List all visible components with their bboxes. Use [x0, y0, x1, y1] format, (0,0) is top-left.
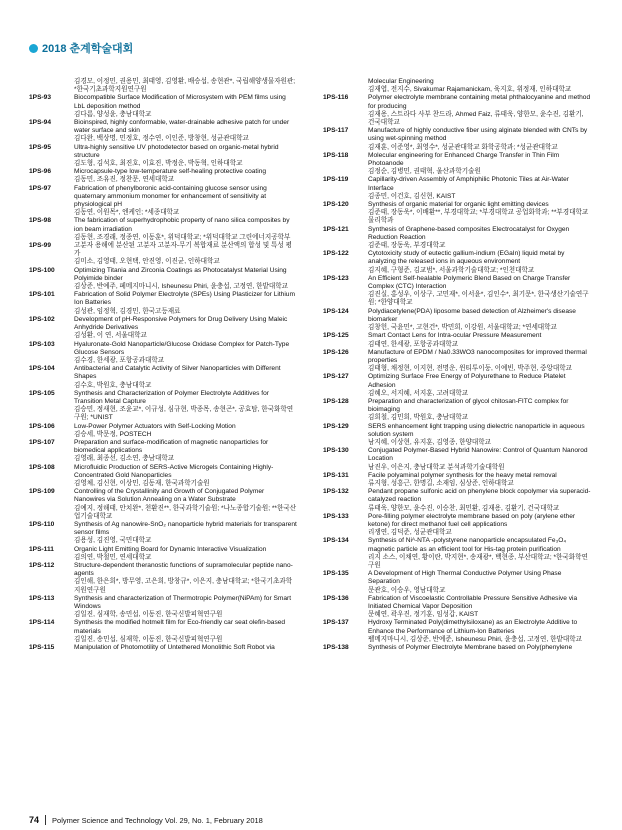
poster-title: Conjugated Polymer-Based Hybrid Nanowire: Control of Quantum Nanorod Location — [368, 447, 588, 463]
poster-entry — [29, 562, 297, 595]
entry-body — [368, 644, 591, 652]
entry-body — [368, 332, 591, 348]
poster-authors: 김지혜, 구형준, 김교범*, 서울과학기술대학교; *인천대학교 — [368, 266, 535, 274]
poster-authors: 김진실, 홍성우, 이상구, 고민재*, 이서윤*, 김인수*, 최기문*, 한국생산기술연구원; *한양대학교 — [368, 291, 589, 307]
entry-body — [74, 119, 297, 144]
entry-body — [368, 78, 591, 94]
poster-authors: 김영래, 최종선, 김소연, 충남대학교 — [74, 455, 175, 463]
poster-title: Optimizing Titania and Zirconia Coatings as Photocatalyst Material Using Polyimide binder — [74, 266, 287, 282]
poster-entry — [29, 464, 297, 489]
poster-entry — [29, 365, 297, 390]
poster-title: Antibacterial and Catalytic Activity of Silver Nanoparticles with Different Shapes — [74, 365, 281, 381]
entry-body — [368, 349, 591, 374]
poster-id: 1PS-125 — [323, 332, 349, 340]
entry-body — [368, 537, 591, 570]
poster-title: Bioinspired, highly conformable, water-drainable adhesive patch for under water surface and skin — [74, 119, 290, 135]
poster-authors: 김인해, 한은희*, 방무영, 고은희, 방창규*, 이은지, 충남대학교; *한국기초과학지원연구원 — [74, 578, 293, 594]
poster-entry — [323, 127, 591, 152]
entry-body — [74, 365, 297, 390]
poster-authors: 펠메지마니시, 김상준, 반예준, Isheunesu Phiri, 윤충섭, 고정연, 한밭대학교 — [368, 635, 582, 643]
poster-title: Polymer electrolyte membrane containing metal phthalocyanine and method for producing — [368, 94, 591, 110]
poster-authors: 김태연, 한세광, 포항공과대학교 — [368, 340, 459, 348]
poster-title: Synthesis of organic material for organic light emitting devices — [368, 201, 549, 209]
poster-id: 1PS-137 — [323, 619, 349, 627]
poster-authors: 김경모, 이정민, 권용민, 최태영, 김영환, 배승섭, 송현관*, 국립해양생물자원관; *한국기초과학지원연구원 — [74, 78, 296, 94]
poster-title: Pore-filling polymer electrolyte membrane based on poly (arylene ether ketone) for direct methanol fuel cell applications — [368, 512, 576, 528]
poster-id: 1PS-107 — [29, 438, 55, 446]
entry-body — [74, 168, 297, 184]
poster-id: 1PS-101 — [29, 291, 55, 299]
entry-body — [368, 488, 591, 513]
entry-body — [368, 94, 591, 127]
poster-entry — [323, 308, 591, 333]
poster-authors: 류태욱, 양한모, 윤수진, 이승찬, 최민환, 김재용, 김환기, 건국대학교 — [368, 504, 560, 512]
poster-title: A Development of High Thermal Conductive Polymer Using Phase Separation — [368, 570, 562, 586]
poster-id: 1PS-106 — [29, 422, 55, 430]
entry-body — [368, 619, 591, 644]
journal-info: Polymer Science and Technology Vol. 29, No. 1, February 2018 — [52, 815, 263, 825]
entry-body — [74, 562, 297, 595]
entry-body — [74, 644, 297, 652]
entry-body — [368, 275, 591, 308]
entry-body — [74, 291, 297, 316]
poster-entry — [29, 619, 297, 644]
entry-body — [74, 217, 297, 242]
poster-entry — [29, 521, 297, 546]
right-column — [323, 78, 591, 652]
entry-body — [74, 94, 297, 119]
poster-entry — [323, 570, 591, 595]
poster-title: Preparation and characterization of glycol chitosan-FITC complex for bioimaging — [368, 397, 569, 414]
poster-entry — [29, 390, 297, 423]
poster-entry — [323, 332, 591, 348]
page-number: 74 — [29, 815, 40, 825]
poster-authors: 김재엽, 전지수, Sivakumar Rajamanickam, 육지호, 위정재, 인하대학교 — [368, 86, 572, 94]
poster-id: 1PS-117 — [323, 127, 349, 135]
poster-title: Manufacture of EPDM / Na0.33WO3 nanocomposites for improved thermal properties — [368, 348, 587, 364]
poster-authors: 김다름, 양성윤, 충남대학교 — [74, 110, 152, 118]
poster-id: 1PS-113 — [29, 594, 55, 602]
conference-title: 2018 춘계학술대회 — [42, 43, 134, 55]
entry-body — [368, 398, 591, 423]
poster-id: 1PS-123 — [323, 274, 349, 282]
poster-id: 1PS-110 — [29, 520, 55, 528]
entry-body — [368, 308, 591, 333]
entry-body — [368, 447, 591, 472]
poster-entry — [29, 291, 297, 316]
poster-title: Synthesis of Ag nanowire-SnO₂ nanoparticle hybrid materials for transparent sensor films — [74, 520, 297, 537]
poster-title: Synthesis of Niᴬ-NTA -polystyrene nanoparticle encapsulated Fe₃O₄ magnetic particle as an efficient tool for His-tag protein purification — [368, 537, 567, 553]
poster-title: Microfluidic Production of SERS-Active Microgels Containing Highly-Concentrated Gold Nanoparticles — [74, 463, 274, 479]
poster-authors: 김도형, 김석호, 최진호, 이효진, 박정운, 박동혁, 인하대학교 — [74, 160, 243, 168]
poster-authors: 남진우, 이은지, 충남대학교 분석과학기술대학원 — [368, 463, 505, 471]
poster-entry — [323, 513, 591, 538]
poster-authors: 문혜연, 곽우진, 정기훈, 임성갑, KAIST — [368, 611, 479, 619]
footer-divider — [45, 815, 46, 825]
poster-title: Fabrication of Solid Polymer Electrolyte (SPEs) Using Plasticizer for Lithium Ion Batteries — [74, 291, 295, 307]
poster-entry — [323, 176, 591, 201]
poster-entry — [323, 373, 591, 398]
header-dot-icon — [29, 44, 38, 53]
poster-authors: 리쟁연, 김덕준, 성균관대학교 — [368, 529, 452, 537]
entry-body — [74, 78, 297, 94]
poster-entry — [323, 201, 591, 226]
poster-authors: 김예지, 정해태, 안치완*, 천환진**, 한국과학기술원; *나노종합기술원; **한국산업기술대학교 — [74, 504, 297, 520]
poster-title: Smart Contact Lens for Intra-ocular Pressure Measurement — [368, 332, 542, 340]
poster-title: Facile polyaminal polymer synthesis for the heavy metal removal — [368, 471, 557, 479]
entry-body — [368, 595, 591, 620]
poster-entry — [29, 168, 297, 184]
poster-title: Low-Power Polymer Actuators with Self-Locking Motion — [74, 422, 236, 430]
entry-body — [368, 250, 591, 275]
poster-title: Molecular Engineering — [368, 78, 434, 85]
poster-entry — [29, 341, 297, 366]
poster-authors: 김종민, 이건호, 김신현, KAIST — [368, 192, 456, 200]
poster-authors: 김용성, 김진영, 국민대학교 — [74, 537, 152, 545]
poster-entry — [29, 185, 297, 218]
poster-id: 1PS-124 — [323, 307, 349, 315]
poster-title: Capillarity-driven Assembly of Amphiphilic Photonic Tiles at Air-Water Interface — [368, 176, 569, 192]
poster-id: 1PS-133 — [323, 512, 349, 520]
poster-entry — [323, 423, 591, 448]
entry-body — [74, 144, 297, 169]
poster-entry — [29, 316, 297, 341]
poster-entry — [29, 267, 297, 292]
poster-entry — [323, 275, 591, 308]
poster-entry — [29, 423, 297, 439]
poster-id: 1PS-108 — [29, 463, 55, 471]
poster-id: 1PS-105 — [29, 389, 55, 397]
poster-title: Synthesis the modified hotmelt film for Eco-friendly car seat olefin-based materials — [74, 619, 286, 635]
poster-title: Cytotoxicity study of eutectic gallium-indium (EGaIn) liquid metal by analyzing the released ions in aqueous environment — [368, 250, 565, 266]
entry-body — [368, 472, 591, 488]
poster-title: SERS enhancement light trapping using dielectric nanoparticle in aqueous solution system — [368, 422, 585, 438]
poster-authors: 김재용, 스트라다 사부 찬드라, Ahmed Faiz, 류태욱, 양한모, 윤수진, 김환기, 건국대학교 — [368, 110, 584, 127]
poster-entry — [323, 349, 591, 374]
poster-authors: 김일진, 심재학, 송민섭, 이동진, 한국신발피혁연구원 — [74, 611, 223, 619]
poster-entry — [29, 546, 297, 562]
poster-id: 1PS-130 — [323, 447, 349, 455]
poster-entry — [29, 439, 297, 464]
poster-entry — [29, 144, 297, 169]
entry-body — [74, 185, 297, 218]
poster-id: 1PS-131 — [323, 471, 349, 479]
poster-authors: 김창헌, 국윤민*, 고현건*, 박민희, 이강원, 서울대학교; *연세대학교 — [368, 324, 557, 332]
poster-title: The fabrication of superhydrophobic property of nano silica composites by ion beam irradiation — [74, 217, 290, 233]
poster-id — [323, 78, 368, 94]
poster-title: Fabrication of phenylboronic acid-containing glucose sensor using quaternary ammonium monomer for enhancement of sensitivity at physiological pH — [74, 184, 267, 209]
entry-body — [74, 242, 297, 267]
poster-title: 고분자 용해에 분산된 고분자 고분자-무기 복합재료 분산액의 합성 및 특성 평가 — [74, 242, 292, 258]
poster-title: Pendant propane sulfonic acid on phenylene block copolymer via superacid-catalyzed reaction — [368, 488, 591, 504]
poster-id: 1PS-114 — [29, 619, 55, 627]
poster-id: 1PS-127 — [323, 373, 349, 381]
poster-entry — [29, 644, 297, 652]
conference-header — [29, 40, 133, 56]
poster-title: Hyaluronate-Gold Nanoparticle/Glucose Oxidase Complex for Patch-Type Glucose Sensors — [74, 340, 290, 356]
poster-authors: 김의연, 박철민, 연세대학교 — [74, 553, 152, 561]
poster-entry — [29, 78, 297, 94]
poster-entry — [29, 488, 297, 521]
poster-id: 1PS-94 — [29, 119, 51, 127]
poster-entry — [29, 217, 297, 242]
poster-entry — [323, 472, 591, 488]
poster-entry — [323, 250, 591, 275]
left-column — [29, 78, 297, 652]
poster-id: 1PS-112 — [29, 561, 55, 569]
poster-id: 1PS-95 — [29, 143, 51, 151]
poster-entry — [29, 94, 297, 119]
poster-id: 1PS-120 — [323, 201, 349, 209]
poster-title: Manufacture of highly conductive fiber using alginate blended with CNTs by using wet-spinning method — [368, 127, 588, 143]
poster-id: 1PS-116 — [323, 94, 349, 102]
poster-id: 1PS-102 — [29, 315, 55, 323]
poster-authors: 김영체, 김신현, 이상민, 김동재, 한국과학기술원 — [74, 479, 210, 487]
poster-authors: 리지 소스, 이채연, 황이란, 박지현*, 송재광*, 백현종, 부산대학교; *한국화학연구원 — [368, 553, 588, 569]
entry-body — [368, 201, 591, 226]
poster-title: Fabrication of Viscoelastic Controllable Pressure Sensitive Adhesive via Initiated Chemical Vapor Deposition — [368, 594, 578, 610]
entry-body — [368, 152, 591, 177]
poster-title: Preparation and surface-modification of magnetic nanoparticles for biomedical applications — [74, 438, 269, 455]
poster-title: Biocompatible Surface Modification of Microsystem with PEM films using LbL deposition method — [74, 94, 286, 110]
entry-body — [74, 423, 297, 439]
poster-authors: 김성환, 이 연, 서울대학교 — [74, 332, 147, 340]
poster-authors: 김미소, 김영태, 오현택, 안진영, 이진균, 인하대학교 — [74, 258, 220, 266]
poster-title: Development of pH-Responsive Polymers for Drug Delivery Using Maleic Anhydride Derivatives — [74, 315, 288, 332]
poster-authors: 김준태, 장동욱*, 이배환**, 부경대학교; *부경대학교 공업화학과; **부경대학교 물리학과 — [368, 209, 589, 225]
poster-entry — [323, 537, 591, 570]
poster-id: 1PS-96 — [29, 168, 51, 176]
poster-id: 1PS-118 — [323, 151, 349, 159]
poster-authors: 김정순, 김병민, 권태혁, 울산과학기술원 — [368, 168, 481, 176]
entry-body — [368, 373, 591, 398]
entry-body — [368, 176, 591, 201]
poster-id: 1PS-111 — [29, 545, 54, 553]
entry-body — [74, 464, 297, 489]
poster-entry — [323, 488, 591, 513]
poster-title: Hydroxy Terminated Poly(dimethylsiloxane) as an Electrolyte Additive to Enhance the Performance of Lithium-Ion Batteries — [368, 619, 578, 635]
poster-title: Microcapsule-type low-temperature self-healing protective coating — [74, 168, 267, 176]
poster-id: 1PS-93 — [29, 94, 51, 102]
poster-id: 1PS-134 — [323, 537, 349, 545]
poster-entry — [29, 119, 297, 144]
poster-entry — [323, 447, 591, 472]
poster-entry — [323, 152, 591, 177]
poster-entry — [29, 242, 297, 267]
poster-title: Polydiacetylene(PDA) liposome based detection of Alzheimer's disease biomarker — [368, 307, 576, 323]
poster-authors: 남지혜, 이상현, 유지훈, 김영종, 한양대학교 — [368, 438, 491, 446]
poster-entry — [323, 94, 591, 127]
poster-authors: 김동연, 이원목*, 엔케인; *세종대학교 — [74, 209, 180, 217]
poster-id: 1PS-109 — [29, 488, 55, 496]
poster-id: 1PS-136 — [323, 594, 349, 602]
poster-entry — [29, 595, 297, 620]
poster-authors: 김희철, 김민희, 박원호, 충남대학교 — [368, 414, 469, 422]
poster-authors: 김일진, 송민섭, 심재학, 이동진, 한국신발피혁연구원 — [74, 635, 223, 643]
poster-id: 1PS-97 — [29, 184, 51, 192]
poster-id: 1PS-104 — [29, 365, 55, 373]
poster-title: An Efficient Self-healable Polymeric Blend Based on Charge Transfer Complex (CTC) Interaction — [368, 274, 571, 291]
entry-body — [74, 488, 297, 521]
poster-authors: 김혜오, 서지혜, 서지훈, 고려대학교 — [368, 389, 469, 397]
poster-entry — [323, 226, 591, 251]
poster-authors: 김재훈, 이준영*, 최영수*, 성균관대학교 화학공학과; *성균관대학교 — [368, 143, 558, 151]
poster-authors: 김다완, 백상명, 민정호, 정수연, 이인준, 방창현, 성균관대학교 — [74, 135, 249, 143]
entry-body — [74, 521, 297, 546]
poster-id: 1PS-129 — [323, 422, 349, 430]
entry-body — [74, 439, 297, 464]
entry-body — [74, 546, 297, 562]
entry-body — [368, 226, 591, 251]
poster-title: Controlling of the Crystallinity and Growth of Conjugated Polymer Nanowires via Solution Annealing on a Water Substrate — [74, 488, 265, 504]
entry-body — [74, 595, 297, 620]
page-footer — [29, 815, 592, 825]
poster-id: 1PS-126 — [323, 348, 349, 356]
entry-body — [74, 390, 297, 423]
poster-title: Synthesis and Characterization of Polymer Electrolyte Additives for Transition Metal Capture — [74, 389, 269, 405]
poster-entry — [323, 398, 591, 423]
entry-body — [368, 423, 591, 448]
poster-entry — [323, 78, 591, 94]
poster-id: 1PS-121 — [323, 225, 349, 233]
poster-title: Molecular engineering for Enhanced Charge Transfer in Thin Film Photoanode — [368, 151, 560, 168]
poster-authors: 김성관, 임정혁, 김경민, 한국고등재료 — [74, 307, 181, 315]
poster-authors: 김태형, 채정현, 이지현, 전명운, 윈티투이둥, 이예빈, 박주현, 중앙대학교 — [368, 365, 572, 373]
poster-authors: 류지형, 성흥근, 한명길, 소재임, 심상준, 인하대학교 — [368, 479, 514, 487]
poster-entry — [323, 595, 591, 620]
poster-id: 1PS-115 — [29, 644, 55, 652]
entry-body — [74, 316, 297, 341]
poster-authors: 김수경, 한세광, 포항공과대학교 — [74, 356, 165, 364]
poster-id: 1PS-99 — [29, 242, 51, 250]
poster-id: 1PS-138 — [323, 644, 349, 652]
poster-id: 1PS-119 — [323, 176, 349, 184]
poster-id: 1PS-98 — [29, 217, 51, 225]
poster-title: Organic Light Emitting Board for Dynamic Interactive Visualization — [74, 545, 267, 553]
entry-body — [368, 513, 591, 538]
poster-title: Structure-dependent theranostic functions of supramolecular peptide nano-agents — [74, 561, 293, 578]
poster-title: Synthesis of Graphene-based composites Electrocatalyst for Oxygen Reduction Reaction — [368, 225, 570, 241]
entry-body — [74, 619, 297, 644]
entry-body — [368, 570, 591, 595]
poster-authors: 문관호, 이승우, 영남대학교 — [368, 586, 446, 594]
poster-title: Optimizing Surface Free Energy of Polyurethane to Reduce Platelet Adhesion — [368, 373, 566, 389]
poster-id: 1PS-132 — [323, 488, 349, 496]
poster-authors: 김승세, 박문정, POSTECH — [74, 430, 152, 438]
poster-entry — [323, 619, 591, 644]
poster-id: 1PS-100 — [29, 266, 55, 274]
poster-authors: 김상준, 반예주, 페메지마니시, Isheunesu Phiri, 윤충섭, 고정연, 한밭대학교 — [74, 283, 288, 291]
poster-title: Synthesis of Polymer Electrolyte Membrane based on Poly(phenylene — [368, 644, 573, 652]
poster-id: 1PS-128 — [323, 397, 349, 405]
entry-body — [74, 267, 297, 292]
poster-title: Ultra-highly sensitive UV photodetector based on organic-metal hybrid structure — [74, 143, 279, 159]
poster-id: 1PS-135 — [323, 570, 349, 578]
poster-title: Synthesis and characterization of Thermotropic Polymer(NiPAm) for Smart Windows — [74, 594, 292, 610]
poster-authors: 김수호, 박원호, 충남대학교 — [74, 381, 152, 389]
poster-authors: 김승민, 정새현, 조윤교*, 이규성, 심규현, 박종목, 송현곤*, 공효탐, 한국화학연구원; *UNIST — [74, 406, 294, 422]
poster-authors: 김준태, 장동욱, 부경대학교 — [368, 242, 446, 250]
poster-id — [29, 78, 74, 94]
poster-entry — [323, 644, 591, 652]
poster-authors: 김동민, 조유진, 정찬문, 연세대학교 — [74, 176, 175, 184]
entry-body — [74, 341, 297, 366]
poster-authors: 김동현, 조경래, 정종연, 이동훈*, 위덕대학교; *위덕대학교 그린에너지공학부 — [74, 233, 291, 241]
poster-title: Manipulation of Photomotility of Untethered Monolithic Soft Robot via — [74, 644, 275, 652]
poster-id: 1PS-122 — [323, 250, 349, 258]
entry-body — [368, 127, 591, 152]
poster-id: 1PS-103 — [29, 340, 55, 348]
